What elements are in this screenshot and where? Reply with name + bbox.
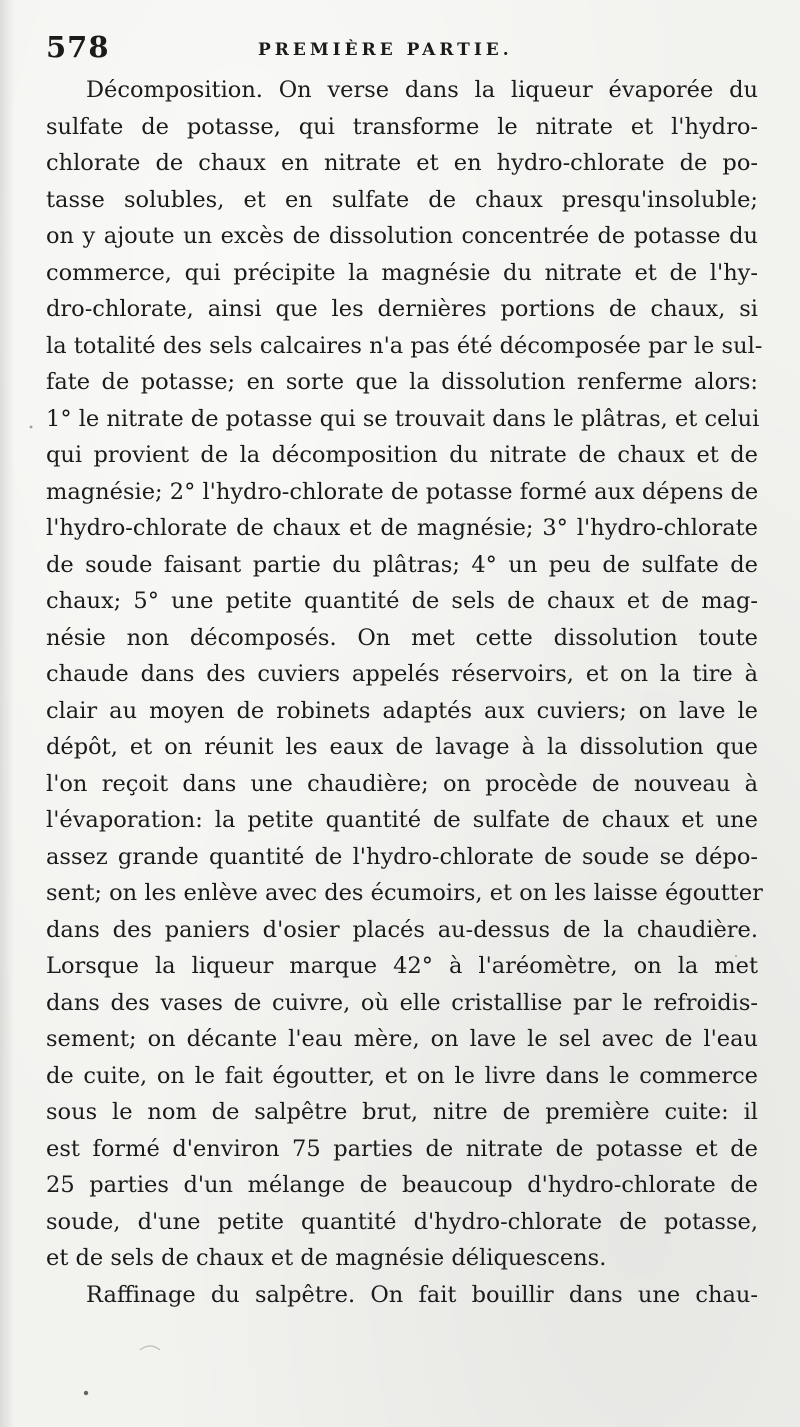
bleed-through-mark: [140, 1346, 160, 1350]
text-line: chaude dans des cuviers appelés réservoirs, et on la tire à: [46, 661, 758, 687]
text-line: tasse solubles, et en sulfate de chaux presqu'insoluble;: [46, 186, 758, 213]
page-header: [46, 30, 766, 70]
text-line: chaux; 5° une petite quantité de sels de chaux et de mag-: [46, 588, 758, 614]
text-line: chlorate de chaux en nitrate et en hydro-chlorate de po-: [46, 150, 758, 176]
page-number: 578: [46, 30, 110, 64]
text-line: Raffinage du salpêtre. On fait bouillir dans une chau-: [86, 1281, 758, 1308]
body-text: [46, 72, 763, 1313]
text-line: Lorsque la liqueur marque 42° à l'aréomètre, on la met: [46, 953, 758, 979]
text-line: et de sels de chaux et de magnésie déliquescens.: [46, 1245, 607, 1271]
text-line: on y ajoute un excès de dissolution concentrée de potasse du: [46, 223, 758, 249]
text-line: magnésie; 2° l'hydro-chlorate de potasse formé aux dépens de: [46, 478, 759, 505]
text-line: l'hydro-chlorate de chaux et de magnésie; 3° l'hydro-chlorate: [46, 515, 758, 541]
text-line: est formé d'environ 75 parties de nitrate de potasse et de: [46, 1135, 758, 1162]
text-line: la totalité des sels calcaires n'a pas été décomposée par le sul-: [46, 332, 763, 359]
text-line: de cuite, on le fait égoutter, et on le livre dans le commerce: [46, 1062, 758, 1089]
ink-speck: [30, 426, 33, 429]
text-line: dans des paniers d'osier placés au-dessus de la chaudière.: [46, 916, 758, 943]
text-line: sent; on les enlève avec des écumoirs, et on les laisse égoutter: [46, 880, 763, 906]
text-line: 1° le nitrate de potasse qui se trouvait dans le plâtras, et celui: [46, 405, 760, 432]
text-line: assez grande quantité de l'hydro-chlorate de soude se dépo-: [46, 843, 758, 870]
text-line: commerce, qui précipite la magnésie du nitrate et de l'hy-: [46, 259, 758, 286]
running-title: PREMIÈRE PARTIE.: [258, 40, 513, 60]
text-line: Décomposition. On verse dans la liqueur évaporée du: [86, 77, 758, 103]
text-line: clair au moyen de robinets adaptés aux cuviers; on lave le: [46, 697, 758, 724]
text-line: 25 parties d'un mélange de beaucoup d'hydro-chlorate de: [46, 1172, 758, 1198]
text-line: fate de potasse; en sorte que la dissolution renferme alors:: [46, 369, 758, 395]
text-line: l'évaporation: la petite quantité de sulfate de chaux et une: [46, 807, 758, 833]
text-line: sement; on décante l'eau mère, on lave le sel avec de l'eau: [46, 1026, 758, 1052]
text-line: nésie non décomposés. On met cette dissolution toute: [46, 624, 758, 651]
page-edge-shadow: [0, 0, 14, 1427]
text-line: dro-chlorate, ainsi que les dernières portions de chaux, si: [46, 296, 758, 322]
text-line: soude, d'une petite quantité d'hydro-chlorate de potasse,: [46, 1208, 758, 1235]
text-line: sous le nom de salpêtre brut, nitre de première cuite: il: [46, 1099, 758, 1125]
text-line: sulfate de potasse, qui transforme le nitrate et l'hydro-: [46, 113, 758, 140]
text-line: dans des vases de cuivre, où elle cristallise par le refroidis-: [46, 989, 758, 1016]
text-line: de soude faisant partie du plâtras; 4° un peu de sulfate de: [46, 551, 758, 578]
text-line: dépôt, et on réunit les eaux de lavage à la dissolution que: [46, 734, 758, 760]
text-line: qui provient de la décomposition du nitrate de chaux et de: [46, 442, 758, 468]
text-line: l'on reçoit dans une chaudière; on procède de nouveau à: [46, 770, 758, 797]
ink-speck: [84, 1391, 88, 1395]
